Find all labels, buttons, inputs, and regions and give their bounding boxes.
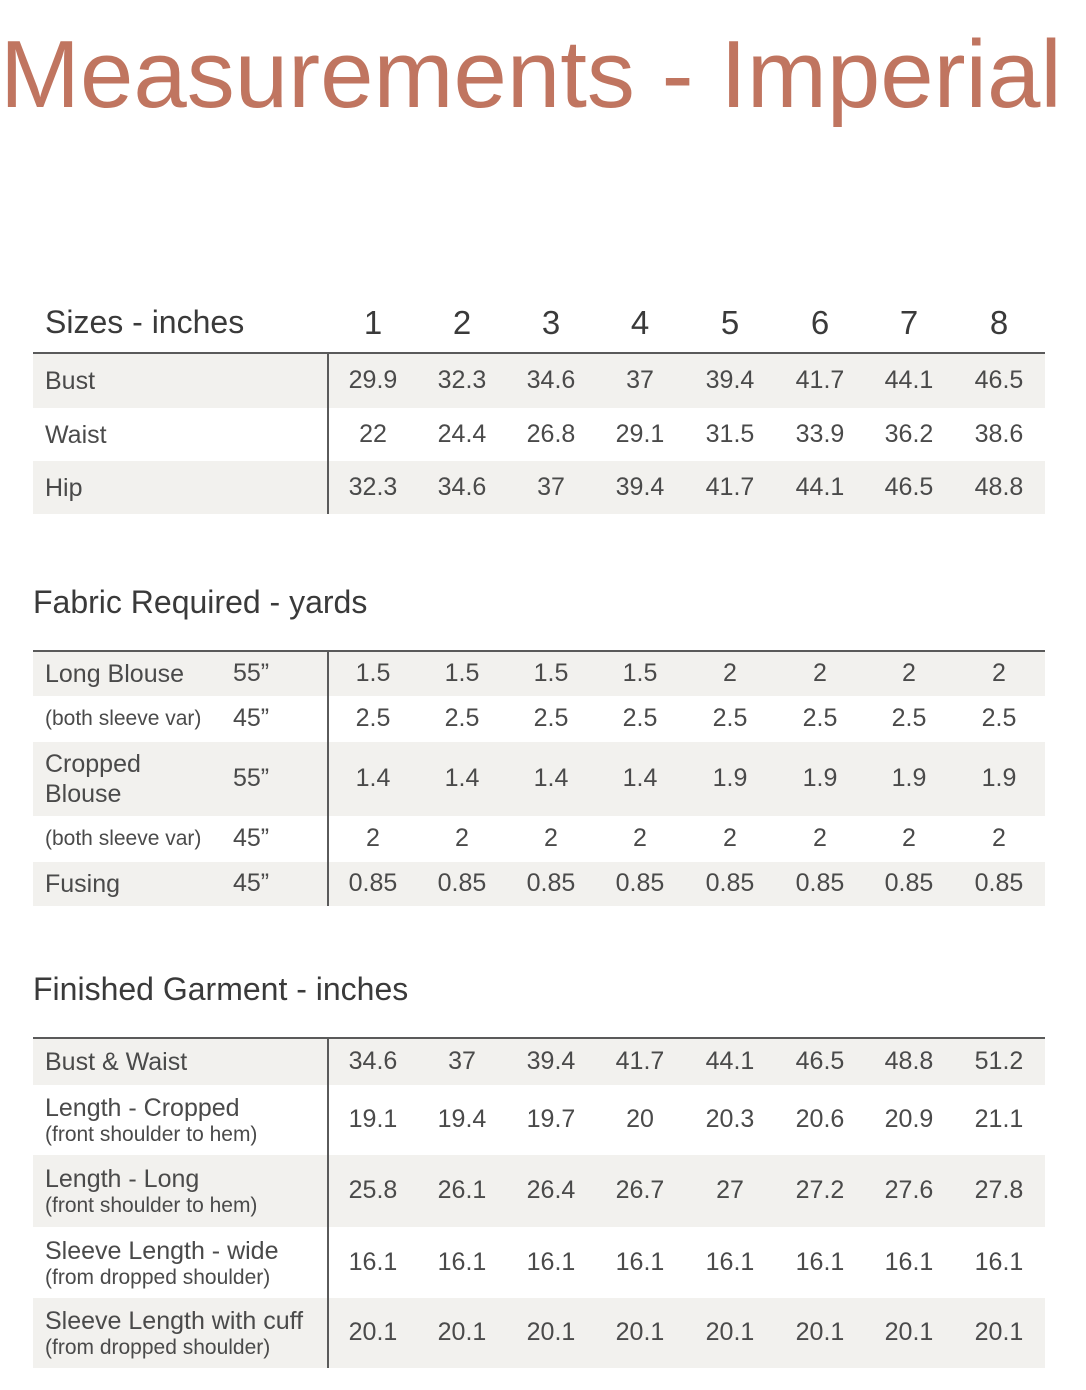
table-cell: 2 xyxy=(813,824,827,852)
table-cell: 2.5 xyxy=(355,704,391,732)
row-label xyxy=(45,824,201,854)
table-cell: 20 xyxy=(626,1105,654,1133)
table-cell: 32.3 xyxy=(348,472,398,501)
table-cell: 20.1 xyxy=(795,1318,845,1346)
table-cell: 24.4 xyxy=(437,419,487,448)
table-cell: 0.85 xyxy=(705,869,755,897)
header-label: Sizes - inches xyxy=(45,304,245,340)
table-cell: 38.6 xyxy=(974,419,1024,448)
table-cell: 44.1 xyxy=(884,366,934,394)
table-cell: 1.9 xyxy=(712,764,748,792)
table-cell: 27.8 xyxy=(974,1176,1024,1204)
table-body xyxy=(33,652,1045,906)
row-label-main: Sleeve Length - wide xyxy=(45,1236,279,1265)
table-cell: 1.9 xyxy=(802,764,838,792)
table-cell: 2.5 xyxy=(891,704,927,732)
table-cell: 39.4 xyxy=(615,472,665,501)
table-cell: 0.85 xyxy=(526,869,576,897)
fabric-table xyxy=(33,650,1045,906)
table-cell: 1.5 xyxy=(355,659,391,687)
table-cell: 48.8 xyxy=(884,1047,934,1075)
row-label-sub: (front shoulder to hem) xyxy=(45,1123,258,1146)
fabric-section-title: Fabric Required - yards xyxy=(33,584,368,620)
table-cell: 22 xyxy=(359,419,387,448)
table-row xyxy=(33,1039,1045,1085)
size-header: 7 xyxy=(899,304,919,341)
row-label xyxy=(45,749,141,809)
table-cell: 1.4 xyxy=(355,764,391,792)
table-cell: 19.1 xyxy=(348,1105,398,1133)
column-divider xyxy=(327,1039,329,1368)
table-cell: 1.5 xyxy=(444,659,480,687)
row-label xyxy=(45,1093,257,1147)
column-divider xyxy=(327,652,329,906)
table-cell: 2.5 xyxy=(981,704,1017,732)
table-cell: 2.5 xyxy=(444,704,480,732)
table-cell: 46.5 xyxy=(974,366,1024,394)
table-cell: 1.5 xyxy=(533,659,569,687)
table-cell: 16.1 xyxy=(615,1247,665,1276)
table-cell: 46.5 xyxy=(795,1047,845,1075)
table-cell: 16.1 xyxy=(437,1247,487,1276)
size-header: 2 xyxy=(452,304,472,341)
table-cell: 2 xyxy=(633,824,647,852)
table-cell: 2.5 xyxy=(712,704,748,732)
table-row xyxy=(33,652,1045,696)
table-cell: 39.4 xyxy=(526,1047,576,1075)
table-cell: 1.9 xyxy=(981,764,1017,792)
row-label-main: (both sleeve var) xyxy=(45,827,202,850)
row-label xyxy=(45,704,201,734)
table-cell: 34.6 xyxy=(437,472,487,501)
table-row xyxy=(33,354,1045,408)
fabric-width: 55” xyxy=(233,659,270,687)
table-cell: 0.85 xyxy=(615,869,665,897)
table-cell: 0.85 xyxy=(884,869,934,897)
table-header xyxy=(33,300,1045,352)
table-cell: 32.3 xyxy=(437,366,487,394)
table-cell: 20.1 xyxy=(526,1318,576,1346)
row-label-main: Hip xyxy=(45,473,83,502)
row-label-second-line: Blouse xyxy=(45,780,122,808)
table-cell: 16.1 xyxy=(348,1247,398,1276)
table-cell: 41.7 xyxy=(705,472,755,501)
table-cell: 16.1 xyxy=(974,1247,1024,1276)
table-cell: 2 xyxy=(902,659,916,687)
table-cell: 27.2 xyxy=(795,1176,845,1204)
table-cell: 20.1 xyxy=(705,1318,755,1346)
table-cell: 16.1 xyxy=(795,1247,845,1276)
row-label-main: Waist xyxy=(45,420,107,449)
row-label-main: Cropped xyxy=(45,750,141,778)
size-header: 5 xyxy=(720,304,740,341)
table-row xyxy=(33,1085,1045,1155)
table-cell: 29.1 xyxy=(615,419,665,448)
table-cell: 26.4 xyxy=(526,1176,576,1204)
garment-section-title: Finished Garment - inches xyxy=(33,971,409,1007)
table-body xyxy=(33,1039,1045,1368)
table-cell: 26.1 xyxy=(437,1176,487,1204)
row-label-main: Long Blouse xyxy=(45,660,185,688)
table-cell: 2 xyxy=(723,824,737,852)
table-cell: 0.85 xyxy=(974,869,1024,897)
table-cell: 26.8 xyxy=(526,419,576,448)
table-cell: 1.4 xyxy=(444,764,480,792)
table-row xyxy=(33,1155,1045,1227)
column-divider xyxy=(327,354,329,514)
table-cell: 16.1 xyxy=(884,1247,934,1276)
table-cell: 37 xyxy=(626,366,654,394)
table-cell: 1.5 xyxy=(622,659,658,687)
size-header: 3 xyxy=(541,304,561,341)
row-label xyxy=(45,1164,257,1218)
row-label-main: Fusing xyxy=(45,870,121,898)
row-label xyxy=(45,366,95,396)
table-cell: 34.6 xyxy=(526,366,576,394)
table-cell: 27 xyxy=(716,1176,744,1204)
table-cell: 2 xyxy=(366,824,380,852)
table-cell: 39.4 xyxy=(705,366,755,394)
table-cell: 1.4 xyxy=(533,764,569,792)
table-cell: 37 xyxy=(537,472,565,501)
table-cell: 2 xyxy=(813,659,827,687)
table-cell: 2.5 xyxy=(622,704,658,732)
table-cell: 36.2 xyxy=(884,419,934,448)
table-cell: 19.4 xyxy=(437,1105,487,1133)
table-row xyxy=(33,696,1045,742)
table-cell: 33.9 xyxy=(795,419,845,448)
table-cell: 0.85 xyxy=(348,869,398,897)
row-label-sub: (from dropped shoulder) xyxy=(45,1265,271,1289)
table-cell: 20.1 xyxy=(437,1318,487,1346)
table-cell: 20.3 xyxy=(705,1105,755,1133)
fabric-width: 55” xyxy=(233,764,270,792)
garment-table xyxy=(33,1037,1045,1368)
table-row xyxy=(33,862,1045,906)
table-cell: 41.7 xyxy=(795,366,845,394)
page-title: Measurements - Imperial xyxy=(0,21,1062,128)
size-header: 6 xyxy=(810,304,830,341)
table-cell: 20.1 xyxy=(884,1318,934,1346)
table-cell: 2.5 xyxy=(533,704,569,732)
table-cell: 26.7 xyxy=(615,1176,665,1204)
row-label-main: Sleeve Length with cuff xyxy=(45,1307,304,1335)
sizes-table xyxy=(33,300,1045,514)
table-cell: 44.1 xyxy=(705,1047,755,1075)
table-cell: 2 xyxy=(992,824,1006,852)
table-cell: 48.8 xyxy=(974,472,1024,501)
table-cell: 1.9 xyxy=(891,764,927,792)
row-label-main: Length - Cropped xyxy=(45,1094,240,1122)
row-label xyxy=(45,420,107,450)
table-row xyxy=(33,1298,1045,1368)
table-cell: 44.1 xyxy=(795,472,845,501)
table-cell: 25.8 xyxy=(348,1176,398,1204)
row-label-main: Length - Long xyxy=(45,1165,200,1193)
size-header: 8 xyxy=(989,304,1009,341)
table-row xyxy=(33,742,1045,816)
fabric-width: 45” xyxy=(233,824,270,852)
table-cell: 27.6 xyxy=(884,1176,934,1204)
table-cell: 34.6 xyxy=(348,1047,398,1075)
row-label-sub: (from dropped shoulder) xyxy=(45,1336,271,1359)
table-cell: 20.1 xyxy=(974,1318,1024,1346)
table-cell: 20.1 xyxy=(615,1318,665,1346)
table-cell: 21.1 xyxy=(974,1105,1024,1133)
table-cell: 2 xyxy=(992,659,1006,687)
row-label xyxy=(45,1047,187,1077)
table-cell: 16.1 xyxy=(705,1247,755,1276)
table-cell: 20.9 xyxy=(884,1105,934,1133)
table-cell: 20.6 xyxy=(795,1105,845,1133)
row-label-main: Bust & Waist xyxy=(45,1048,188,1076)
table-cell: 41.7 xyxy=(615,1047,665,1075)
table-cell: 37 xyxy=(448,1047,476,1075)
row-label xyxy=(45,473,83,503)
fabric-width: 45” xyxy=(233,869,270,897)
table-cell: 2 xyxy=(455,824,469,852)
table-cell: 51.2 xyxy=(974,1047,1024,1075)
table-cell: 20.1 xyxy=(348,1318,398,1346)
row-label-main: (both sleeve var) xyxy=(45,707,202,730)
table-cell: 1.4 xyxy=(622,764,658,792)
table-row xyxy=(33,461,1045,514)
table-cell: 2 xyxy=(902,824,916,852)
table-body xyxy=(33,354,1045,514)
table-cell: 2.5 xyxy=(802,704,838,732)
table-row xyxy=(33,408,1045,461)
table-cell: 0.85 xyxy=(437,869,487,897)
table-row xyxy=(33,1227,1045,1298)
table-cell: 2 xyxy=(723,659,737,687)
table-cell: 19.7 xyxy=(526,1105,576,1133)
table-cell: 0.85 xyxy=(795,869,845,897)
fabric-width: 45” xyxy=(233,704,270,732)
row-label-main: Bust xyxy=(45,367,96,395)
size-header: 1 xyxy=(363,304,383,341)
table-cell: 31.5 xyxy=(705,419,755,448)
table-cell: 46.5 xyxy=(884,472,934,501)
table-cell: 16.1 xyxy=(526,1247,576,1276)
table-cell: 2 xyxy=(544,824,558,852)
table-row xyxy=(33,816,1045,862)
row-label xyxy=(45,1236,278,1290)
row-label-sub: (front shoulder to hem) xyxy=(45,1194,258,1217)
table-cell: 29.9 xyxy=(348,366,398,394)
row-label xyxy=(45,659,184,689)
row-label xyxy=(45,1306,303,1360)
size-header: 4 xyxy=(630,304,650,341)
row-label xyxy=(45,869,120,899)
